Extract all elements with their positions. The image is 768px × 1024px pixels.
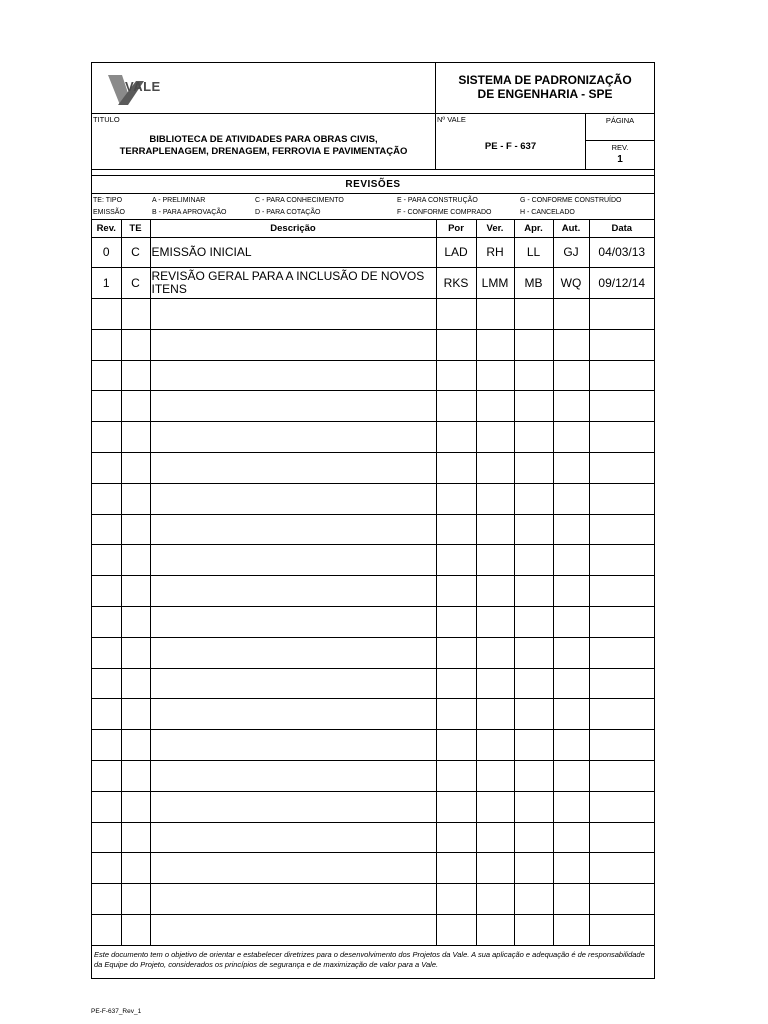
rev-value: 1 (617, 154, 623, 165)
nvale-cell (436, 114, 586, 169)
table-cell-empty (553, 422, 589, 453)
legend-b: B - PARA APROVAÇÃO (152, 209, 227, 216)
table-cell-empty (553, 699, 589, 730)
table-cell-empty (476, 453, 514, 484)
table-cell-empty (553, 730, 589, 761)
table-cell-empty (436, 699, 476, 730)
table-cell-empty (92, 637, 121, 668)
table-cell-empty (476, 915, 514, 946)
table-cell-empty (121, 607, 150, 638)
document-sheet (91, 62, 655, 979)
page-rev-cell (586, 114, 654, 169)
col-aut: Aut. (553, 220, 589, 237)
table-cell-empty (553, 391, 589, 422)
legend-f: F - CONFORME COMPRADO (397, 209, 492, 216)
titulo-label: TITULO (93, 115, 120, 124)
table-row-empty (92, 391, 654, 422)
table-cell-empty (92, 730, 121, 761)
table-cell-empty (150, 483, 436, 514)
table-cell-empty (92, 822, 121, 853)
table-cell-empty (150, 576, 436, 607)
table-cell-empty (92, 453, 121, 484)
table-cell-empty (436, 483, 476, 514)
table-row: 1 C REVISÃO GERAL PARA A INCLUSÃO DE NOVOS ITENS RKS LMM MB WQ 09/12/14 (92, 268, 654, 299)
col-por: Por (436, 220, 476, 237)
table-cell-empty (589, 422, 654, 453)
table-cell-empty (553, 453, 589, 484)
table-cell-empty (436, 422, 476, 453)
table-cell-empty (436, 453, 476, 484)
table-cell-empty (121, 822, 150, 853)
col-ver: Ver. (476, 220, 514, 237)
table-cell-empty (92, 545, 121, 576)
table-cell-empty (92, 360, 121, 391)
table-cell-empty (436, 853, 476, 884)
table-cell-empty (436, 637, 476, 668)
table-cell-empty (476, 822, 514, 853)
table-cell-empty (514, 545, 553, 576)
table-cell-empty (553, 915, 589, 946)
table-cell-empty (589, 514, 654, 545)
table-cell-empty (553, 329, 589, 360)
table-cell-empty (589, 329, 654, 360)
table-cell-empty (150, 329, 436, 360)
table-cell-empty (436, 761, 476, 792)
table-row: 0 C EMISSÃO INICIAL LAD RH LL GJ 04/03/13 (92, 237, 654, 268)
table-cell-empty (514, 761, 553, 792)
table-cell-empty (436, 791, 476, 822)
table-cell-empty (150, 761, 436, 792)
table-cell-empty (514, 576, 553, 607)
logo-text: VALE (125, 79, 161, 94)
table-cell-empty (589, 299, 654, 330)
table-row-empty (92, 514, 654, 545)
table-row-empty (92, 915, 654, 946)
table-cell-empty (476, 422, 514, 453)
table-cell-empty (476, 853, 514, 884)
system-title: SISTEMA DE PADRONIZAÇÃO DE ENGENHARIA - SPE (458, 73, 632, 101)
table-cell-empty (150, 915, 436, 946)
table-cell-empty (476, 576, 514, 607)
table-cell-empty (436, 545, 476, 576)
table-cell-empty (553, 637, 589, 668)
legend-te-tipo: TE: TIPO (93, 197, 123, 204)
table-row-empty (92, 483, 654, 514)
rev-label: REV. (611, 143, 629, 152)
table-cell-empty (92, 607, 121, 638)
table-row-empty (92, 329, 654, 360)
table-cell-empty (150, 822, 436, 853)
document-code: PE - F - 637 (484, 141, 537, 152)
table-cell-empty (589, 699, 654, 730)
table-cell-empty (121, 514, 150, 545)
table-cell-empty (589, 761, 654, 792)
table-cell-empty (514, 853, 553, 884)
table-cell-empty (589, 360, 654, 391)
table-row-empty (92, 545, 654, 576)
table-cell-empty (553, 668, 589, 699)
title-row (92, 114, 654, 170)
legend-emissao: EMISSÃO (93, 209, 125, 216)
legend-a: A - PRELIMINAR (152, 197, 206, 204)
table-cell-empty (121, 668, 150, 699)
table-cell-empty (92, 483, 121, 514)
col-data: Data (589, 220, 654, 237)
table-cell-empty (553, 576, 589, 607)
table-cell-empty (92, 576, 121, 607)
header-row (92, 63, 654, 114)
table-cell-empty (514, 329, 553, 360)
table-row-empty (92, 607, 654, 638)
document-id: PE-F-637_Rev_1 (91, 1008, 142, 1015)
table-row-empty (92, 576, 654, 607)
table-row-empty (92, 822, 654, 853)
table-cell-empty (150, 853, 436, 884)
col-apr: Apr. (514, 220, 553, 237)
table-cell-empty (589, 576, 654, 607)
table-cell-empty (589, 822, 654, 853)
table-cell-empty (476, 360, 514, 391)
table-cell-empty (476, 637, 514, 668)
title-cell (92, 114, 436, 169)
table-cell-empty (436, 329, 476, 360)
table-cell-empty (436, 822, 476, 853)
table-cell-empty (589, 791, 654, 822)
table-cell-empty (476, 329, 514, 360)
table-cell-empty (553, 299, 589, 330)
table-cell-empty (553, 822, 589, 853)
legend-e: E - PARA CONSTRUÇÃO (397, 197, 478, 204)
table-cell-empty (436, 607, 476, 638)
table-cell-empty (150, 668, 436, 699)
table-cell-empty (436, 299, 476, 330)
table-cell-empty (553, 360, 589, 391)
table-cell-empty (589, 884, 654, 915)
table-cell-empty (121, 791, 150, 822)
table-cell-empty (476, 514, 514, 545)
revisions-title: REVISÕES (92, 176, 654, 194)
table-cell-empty (92, 329, 121, 360)
footer-note: Este documento tem o objetivo de orientar e estabelecer diretrizes para o desenvolvimento dos Projetos da Vale. A sua aplicação e adequação é de responsabilidade da Equipe do Projeto, considerados os princípios de segurança e de maximização de valor para a Vale. (94, 949, 645, 969)
table-cell-empty (589, 453, 654, 484)
table-cell-empty (121, 853, 150, 884)
col-descricao: Descrição (150, 220, 436, 237)
table-row-empty (92, 422, 654, 453)
table-cell-empty (436, 514, 476, 545)
table-cell-empty (150, 545, 436, 576)
table-cell-empty (150, 299, 436, 330)
table-cell-empty (553, 853, 589, 884)
table-cell-empty (514, 822, 553, 853)
pagina-label: PÁGINA (586, 114, 654, 141)
table-cell-empty (553, 483, 589, 514)
legend-d: D - PARA COTAÇÃO (255, 209, 321, 216)
table-cell-empty (476, 791, 514, 822)
table-cell-empty (553, 514, 589, 545)
table-cell-empty (150, 422, 436, 453)
table-cell-empty (589, 607, 654, 638)
table-cell-empty (150, 360, 436, 391)
table-cell-empty (476, 884, 514, 915)
table-cell-empty (436, 668, 476, 699)
table-row-empty (92, 761, 654, 792)
table-cell-empty (121, 483, 150, 514)
table-header-row (92, 220, 654, 237)
table-row-empty (92, 668, 654, 699)
table-cell-empty (589, 853, 654, 884)
table-cell-empty (92, 791, 121, 822)
table-cell-empty (553, 791, 589, 822)
col-te: TE (121, 220, 150, 237)
table-cell-empty (92, 761, 121, 792)
table-cell-empty (121, 299, 150, 330)
table-cell-empty (92, 514, 121, 545)
nvale-label: Nº VALE (437, 115, 466, 124)
table-cell-empty (589, 391, 654, 422)
table-cell-empty (436, 730, 476, 761)
table-cell-empty (476, 607, 514, 638)
table-row-empty (92, 360, 654, 391)
table-cell-empty (514, 299, 553, 330)
table-cell-empty (514, 730, 553, 761)
table-cell-empty (514, 791, 553, 822)
table-cell-empty (514, 607, 553, 638)
legend-h: H - CANCELADO (520, 209, 575, 216)
table-cell-empty (92, 915, 121, 946)
table-cell-empty (589, 668, 654, 699)
table-row-empty (92, 637, 654, 668)
table-row-empty (92, 853, 654, 884)
table-cell-empty (476, 699, 514, 730)
table-cell-empty (150, 514, 436, 545)
table-row-empty (92, 884, 654, 915)
document-title: BIBLIOTECA DE ATIVIDADES PARA OBRAS CIVIS, TERRAPLENAGEM, DRENAGEM, FERROVIA E PAVIMENTAÇÃO (119, 134, 408, 157)
table-cell-empty (436, 391, 476, 422)
table-cell-empty (514, 483, 553, 514)
table-cell-empty (589, 545, 654, 576)
table-cell-empty (514, 699, 553, 730)
table-cell-empty (121, 884, 150, 915)
table-cell-empty (150, 730, 436, 761)
table-cell-empty (92, 391, 121, 422)
table-cell-empty (121, 699, 150, 730)
table-cell-empty (150, 637, 436, 668)
table-cell-empty (92, 699, 121, 730)
revisions-table (92, 220, 654, 946)
table-cell-empty (514, 360, 553, 391)
table-cell-empty (514, 915, 553, 946)
table-cell-empty (514, 422, 553, 453)
table-cell-empty (589, 915, 654, 946)
table-cell-empty (514, 637, 553, 668)
table-cell-empty (476, 730, 514, 761)
legend-g: G - CONFORME CONSTRUÍDO (520, 197, 622, 204)
table-cell-empty (150, 391, 436, 422)
table-cell-empty (121, 453, 150, 484)
table-cell-empty (92, 299, 121, 330)
table-cell-empty (553, 607, 589, 638)
col-rev: Rev. (92, 220, 121, 237)
table-cell-empty (92, 853, 121, 884)
table-cell-empty (121, 637, 150, 668)
table-cell-empty (150, 884, 436, 915)
table-cell-empty (150, 453, 436, 484)
table-cell-empty (150, 699, 436, 730)
revisions-body (92, 237, 654, 945)
table-cell-empty (514, 668, 553, 699)
logo-cell (92, 63, 436, 113)
table-cell-empty (514, 514, 553, 545)
table-cell-empty (589, 637, 654, 668)
table-cell-empty (436, 576, 476, 607)
table-cell-empty (121, 360, 150, 391)
table-cell-empty (121, 576, 150, 607)
table-cell-empty (589, 483, 654, 514)
table-cell-empty (514, 884, 553, 915)
table-row-empty (92, 453, 654, 484)
table-row-empty (92, 699, 654, 730)
table-row-empty (92, 730, 654, 761)
rev-block (586, 141, 654, 166)
table-cell-empty (92, 668, 121, 699)
table-cell-empty (476, 391, 514, 422)
table-cell-empty (553, 884, 589, 915)
table-cell-empty (121, 329, 150, 360)
table-cell-empty (514, 453, 553, 484)
table-cell-empty (121, 391, 150, 422)
table-cell-empty (121, 422, 150, 453)
table-cell-empty (514, 391, 553, 422)
table-cell-empty (476, 761, 514, 792)
table-cell-empty (121, 915, 150, 946)
table-row-empty (92, 791, 654, 822)
table-cell-empty (150, 791, 436, 822)
table-cell-empty (92, 884, 121, 915)
table-cell-empty (121, 761, 150, 792)
table-cell-empty (92, 422, 121, 453)
legend-c: C - PARA CONHECIMENTO (255, 197, 344, 204)
table-cell-empty (553, 761, 589, 792)
table-cell-empty (436, 884, 476, 915)
table-cell-empty (476, 668, 514, 699)
table-cell-empty (589, 730, 654, 761)
table-cell-empty (476, 299, 514, 330)
revisions-legend (92, 194, 654, 220)
table-cell-empty (476, 545, 514, 576)
table-cell-empty (150, 607, 436, 638)
table-cell-empty (121, 730, 150, 761)
table-row-empty (92, 299, 654, 330)
table-cell-empty (476, 483, 514, 514)
table-cell-empty (436, 360, 476, 391)
table-cell-empty (553, 545, 589, 576)
table-cell-empty (436, 915, 476, 946)
table-cell-empty (121, 545, 150, 576)
